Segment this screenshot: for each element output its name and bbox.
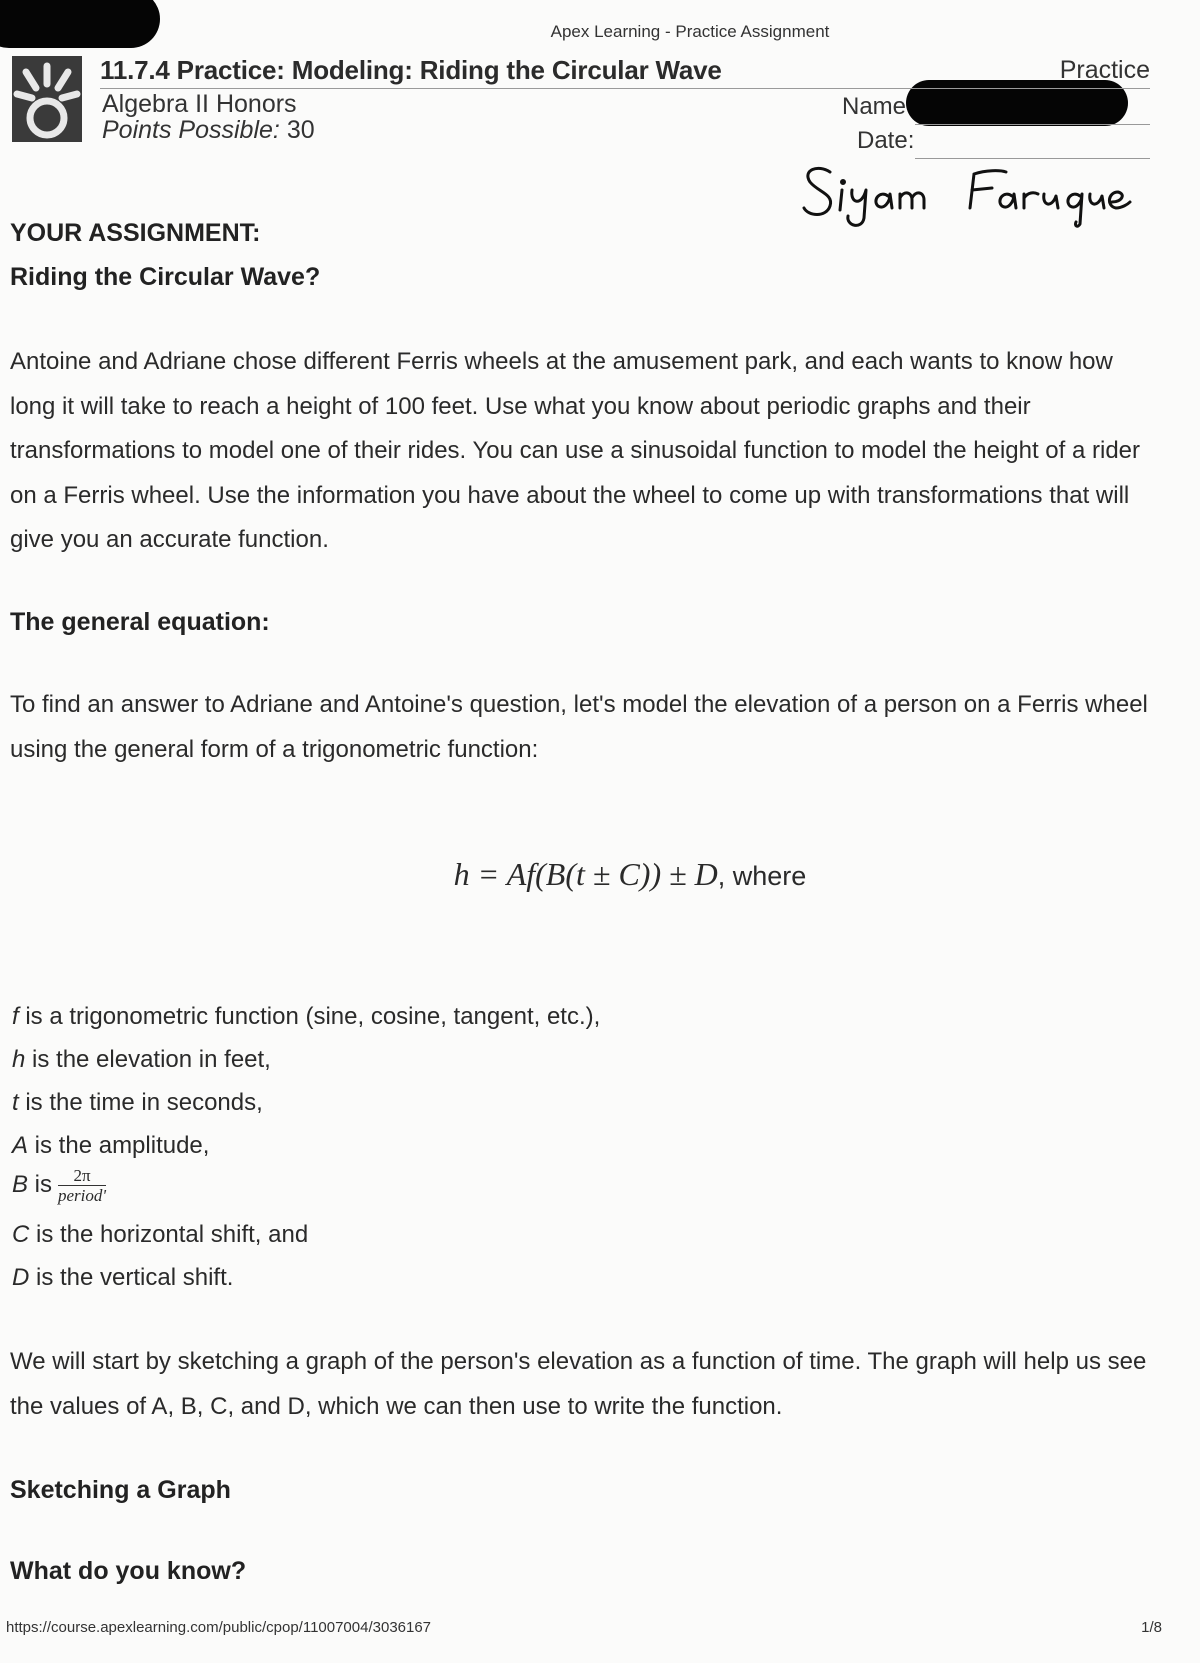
def-text: is the time in seconds, bbox=[18, 1089, 263, 1116]
sketching-heading: Sketching a Graph bbox=[10, 1476, 231, 1504]
definition-b bbox=[12, 1166, 106, 1205]
points-possible bbox=[102, 116, 315, 145]
redaction-mark-name bbox=[906, 80, 1128, 126]
def-var: t bbox=[12, 1089, 19, 1116]
def-var: h bbox=[12, 1046, 26, 1073]
general-equation-heading: The general equation: bbox=[10, 608, 270, 636]
equation-formula: h = Af(B(t ± C)) ± D bbox=[453, 856, 718, 892]
sketch-intro-paragraph: We will start by sketching a graph of the person's elevation as a function of time. The graph will help us see the values of A, B, C, and D, which we can then use to write the function. bbox=[10, 1348, 1147, 1420]
fraction-numerator: 2π bbox=[58, 1166, 106, 1186]
def-text: is the elevation in feet, bbox=[25, 1046, 271, 1073]
def-text: is bbox=[28, 1170, 53, 1198]
def-text: is a trigonometric function (sine, cosine, tangent, etc.), bbox=[18, 1003, 601, 1030]
def-text: is the vertical shift. bbox=[29, 1264, 234, 1291]
date-label: Date: bbox=[857, 127, 915, 154]
date-line bbox=[915, 158, 1150, 159]
def-text: is the horizontal shift, and bbox=[29, 1221, 309, 1248]
definition-d bbox=[12, 1264, 233, 1292]
def-var: f bbox=[12, 1003, 19, 1030]
fraction-denominator: period' bbox=[58, 1186, 107, 1205]
definition-t bbox=[12, 1089, 263, 1117]
definition-a bbox=[12, 1132, 209, 1160]
definition-h bbox=[12, 1046, 271, 1074]
assignment-subtitle: Riding the Circular Wave? bbox=[10, 263, 321, 291]
your-assignment-heading: YOUR ASSIGNMENT: bbox=[10, 219, 261, 247]
points-label: Points Possible: bbox=[102, 116, 280, 144]
def-var: C bbox=[12, 1221, 30, 1248]
header-rule bbox=[100, 88, 1150, 89]
footer-url: https://course.apexlearning.com/public/cpop/11007004/3036167 bbox=[6, 1619, 432, 1636]
page-number: 1/8 bbox=[1141, 1619, 1162, 1636]
def-var: A bbox=[12, 1132, 29, 1159]
handwritten-signature bbox=[800, 160, 1160, 235]
general-equation bbox=[0, 856, 1200, 893]
assignment-title: 11.7.4 Practice: Modeling: Riding the Circular Wave bbox=[100, 55, 722, 85]
definition-c bbox=[12, 1221, 308, 1249]
general-equation-paragraph: To find an answer to Adriane and Antoine's question, let's model the elevation of a person on a Ferris wheel using the general form of a trigonometric function: bbox=[10, 691, 1148, 763]
def-var: D bbox=[12, 1264, 30, 1291]
intro-paragraph: Antoine and Adriane chose different Ferris wheels at the amusement park, and each wants to know how long it will take to reach a height of 100 feet. Use what you know about periodic graphs and their transformations to model one of their rides. You can use a sinusoidal function to model the height of a rider on a Ferris wheel. Use the information you have about the wheel to come up with transformations that will give you an accurate function. bbox=[10, 348, 1141, 553]
equation-suffix: , where bbox=[717, 861, 807, 891]
print-header: Apex Learning - Practice Assignment bbox=[550, 22, 830, 41]
course-name: Algebra II Honors bbox=[102, 90, 297, 118]
what-do-you-know-heading: What do you know? bbox=[10, 1557, 247, 1585]
apex-logo-icon bbox=[12, 56, 82, 142]
name-label: Name bbox=[842, 93, 907, 120]
def-var: B bbox=[12, 1170, 29, 1198]
points-value: 30 bbox=[286, 116, 315, 144]
practice-label: Practice bbox=[1059, 56, 1150, 84]
name-line bbox=[915, 124, 1150, 125]
def-text: is the amplitude, bbox=[28, 1132, 210, 1159]
b-fraction bbox=[58, 1166, 106, 1205]
definition-f bbox=[12, 1003, 600, 1031]
